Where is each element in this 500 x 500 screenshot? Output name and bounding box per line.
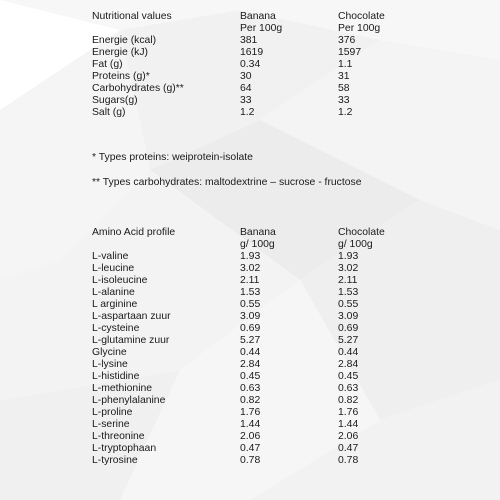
banana-value: 0.69 [240, 323, 261, 334]
banana-value: 0.47 [240, 443, 261, 454]
banana-value: 1619 [240, 47, 264, 58]
banana-value: 1.53 [240, 287, 261, 298]
amino-row [0, 419, 500, 431]
row-label: Salt (g) [92, 107, 126, 118]
chocolate-value: 0.55 [338, 299, 359, 310]
amino-subheader-banana: g/ 100g [240, 239, 275, 250]
banana-value: 5.27 [240, 335, 261, 346]
row-label: L arginine [92, 299, 138, 310]
row-label: L-glutamine zuur [92, 335, 170, 346]
amino-row [0, 323, 500, 335]
nutrition-row [0, 71, 500, 83]
chocolate-value: 2.06 [338, 431, 359, 442]
amino-row [0, 359, 500, 371]
nutrition-row [0, 59, 500, 71]
nutrition-table [0, 11, 500, 119]
chocolate-value: 1.93 [338, 251, 359, 262]
chocolate-value: 5.27 [338, 335, 359, 346]
amino-subheader-row [0, 239, 500, 251]
nutrition-row [0, 35, 500, 47]
chocolate-value: 0.44 [338, 347, 359, 358]
amino-row [0, 335, 500, 347]
banana-value: 2.84 [240, 359, 261, 370]
banana-value: 0.45 [240, 371, 261, 382]
amino-row [0, 443, 500, 455]
row-label: Sugars(g) [92, 95, 138, 106]
amino-row [0, 407, 500, 419]
chocolate-value: 33 [338, 95, 350, 106]
row-label: L-alanine [92, 287, 135, 298]
row-label: Proteins (g)* [92, 71, 150, 82]
amino-header-banana: Banana [240, 227, 276, 238]
banana-value: 0.55 [240, 299, 261, 310]
nutrition-subheader-banana: Per 100g [240, 23, 283, 34]
nutrition-row [0, 47, 500, 59]
banana-value: 0.63 [240, 383, 261, 394]
chocolate-value: 0.78 [338, 455, 359, 466]
nutrition-header-chocolate: Chocolate [338, 11, 385, 22]
chocolate-value: 1.2 [338, 107, 353, 118]
nutrition-header-row [0, 11, 500, 23]
nutrition-subheader-chocolate: Per 100g [338, 23, 381, 34]
banana-value: 1.76 [240, 407, 261, 418]
row-label: Glycine [92, 347, 127, 358]
chocolate-value: 31 [338, 71, 350, 82]
banana-value: 33 [240, 95, 252, 106]
chocolate-value: 0.82 [338, 395, 359, 406]
amino-row [0, 431, 500, 443]
amino-header-label: Amino Acid profile [92, 227, 176, 238]
row-label: L-phenylalanine [92, 395, 166, 406]
amino-row [0, 395, 500, 407]
banana-value: 1.44 [240, 419, 261, 430]
banana-value: 381 [240, 35, 258, 46]
nutrition-header-label: Nutritional values [92, 11, 172, 22]
chocolate-value: 2.84 [338, 359, 359, 370]
chocolate-value: 58 [338, 83, 350, 94]
amino-row [0, 263, 500, 275]
chocolate-value: 0.69 [338, 323, 359, 334]
amino-header-row [0, 227, 500, 239]
nutrition-row [0, 95, 500, 107]
row-label: L-lysine [92, 359, 128, 370]
banana-value: 1.2 [240, 107, 255, 118]
banana-value: 0.82 [240, 395, 261, 406]
row-label: L-serine [92, 419, 130, 430]
amino-row [0, 287, 500, 299]
chocolate-value: 1.1 [338, 59, 353, 70]
amino-row [0, 275, 500, 287]
amino-row [0, 383, 500, 395]
chocolate-value: 3.02 [338, 263, 359, 274]
row-label: L-aspartaan zuur [92, 311, 171, 322]
row-label: L-isoleucine [92, 275, 148, 286]
row-label: Energie (kJ) [92, 47, 149, 58]
chocolate-value: 3.09 [338, 311, 359, 322]
banana-value: 1.93 [240, 251, 261, 262]
amino-row [0, 455, 500, 467]
banana-value: 3.02 [240, 263, 261, 274]
banana-value: 30 [240, 71, 252, 82]
row-label: L-leucine [92, 263, 135, 274]
chocolate-value: 0.47 [338, 443, 359, 454]
row-label: L-cysteine [92, 323, 140, 334]
row-label: L-methionine [92, 383, 153, 394]
chocolate-value: 376 [338, 35, 356, 46]
amino-row [0, 299, 500, 311]
row-label: Carbohydrates (g)** [92, 83, 184, 94]
nutrition-subheader-row [0, 23, 500, 35]
row-label: L-tryptophaan [92, 443, 157, 454]
chocolate-value: 0.63 [338, 383, 359, 394]
chocolate-value: 2.11 [338, 275, 358, 286]
row-label: L-histidine [92, 371, 140, 382]
chocolate-value: 1.44 [338, 419, 359, 430]
chocolate-value: 1597 [338, 47, 362, 58]
amino-row [0, 311, 500, 323]
amino-row [0, 371, 500, 383]
chocolate-value: 1.53 [338, 287, 359, 298]
row-label: L-tyrosine [92, 455, 138, 466]
banana-value: 0.78 [240, 455, 261, 466]
amino-row [0, 251, 500, 263]
nutrition-row [0, 107, 500, 119]
chocolate-value: 0.45 [338, 371, 359, 382]
amino-row [0, 347, 500, 359]
banana-value: 0.44 [240, 347, 261, 358]
banana-value: 0.34 [240, 59, 261, 70]
amino-acid-table [0, 227, 500, 467]
row-label: Fat (g) [92, 59, 123, 70]
row-label: Energie (kcal) [92, 35, 157, 46]
amino-subheader-chocolate: g/ 100g [338, 239, 373, 250]
row-label: L-valine [92, 251, 129, 262]
row-label: L-threonine [92, 431, 145, 442]
proteins-note: * Types proteins: weiprotein-isolate [92, 152, 253, 163]
carbohydrates-note: ** Types carbohydrates: maltodextrine – sucrose - fructose [92, 177, 362, 188]
chocolate-value: 1.76 [338, 407, 359, 418]
nutrition-row [0, 83, 500, 95]
row-label: L-proline [92, 407, 133, 418]
banana-value: 3.09 [240, 311, 261, 322]
banana-value: 2.06 [240, 431, 261, 442]
banana-value: 64 [240, 83, 252, 94]
banana-value: 2.11 [240, 275, 260, 286]
nutrition-header-banana: Banana [240, 11, 276, 22]
amino-header-chocolate: Chocolate [338, 227, 385, 238]
